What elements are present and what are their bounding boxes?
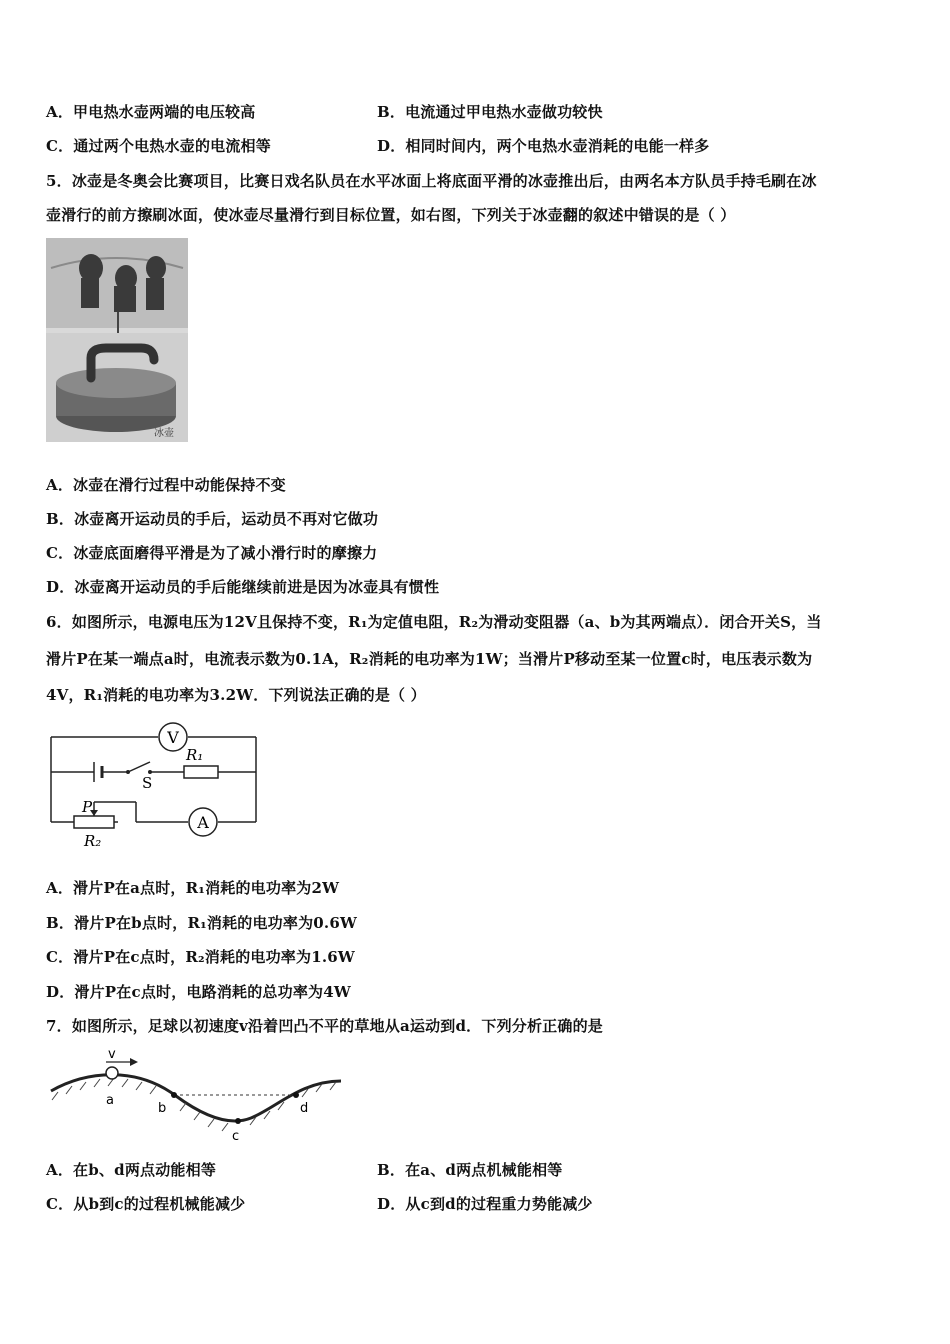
- r1-label: R₁: [186, 746, 204, 764]
- q6-option-c: C．滑片P在c点时，R₂消耗的电功率为1.6W: [46, 948, 355, 966]
- q6-stem-line2: 滑片P在某一端点a时，电流表示数为0.1A，R₂消耗的电功率为1W；当滑片P移动至某一位置c时，电压表示数为: [46, 650, 813, 668]
- voltmeter-label: V: [167, 728, 179, 747]
- point-b-marker: [171, 1092, 177, 1098]
- point-c-marker: [235, 1118, 241, 1124]
- switch-icon: [126, 770, 152, 792]
- slider-label: P: [82, 798, 93, 816]
- q4-option-a: A．甲电热水壶两端的电压较高: [46, 103, 256, 121]
- label-c: c: [232, 1129, 240, 1144]
- switch-label: S: [142, 774, 153, 792]
- q7-option-d: D．从c到d的过程重力势能减少: [377, 1195, 593, 1213]
- curling-photo: [46, 238, 188, 442]
- ammeter-label: A: [197, 813, 209, 832]
- label-a: a: [106, 1093, 114, 1108]
- q6-option-b: B．滑片P在b点时，R₁消耗的电功率为0.6W: [46, 914, 358, 932]
- q5-stem-line1: 5．冰壶是冬奥会比赛项目，比赛日戏名队员在水平冰面上将底面平滑的冰壶推出后，由两名本方队员手持毛刷在冰: [46, 172, 817, 190]
- q7-option-a: A．在b、d两点动能相等: [46, 1161, 217, 1179]
- terrain-diagram: [46, 1046, 346, 1144]
- voltmeter-icon: [159, 723, 187, 751]
- ammeter-icon: [189, 808, 217, 836]
- battery-icon: [94, 762, 102, 782]
- point-d-marker: [293, 1092, 299, 1098]
- ground-curve: [51, 1075, 341, 1121]
- q6-stem-line1: 6．如图所示，电源电压为12V且保持不变，R₁为定值电阻，R₂为滑动变阻器（a、b为其两端点）．闭合开关S，当: [46, 613, 822, 631]
- q5-stem-line2: 壶滑行的前方擦刷冰面，使冰壶尽量滑行到目标位置，如右图，下列关于冰壶翻的叙述中错误的是（ ）: [46, 206, 736, 224]
- r2-rheostat-icon: [74, 798, 114, 850]
- q5-option-c: C．冰壶底面磨得平滑是为了减小滑行时的摩擦力: [46, 544, 378, 562]
- q4-option-b: B．电流通过甲电热水壶做功较快: [377, 103, 603, 121]
- label-d: d: [300, 1101, 309, 1116]
- q6-stem-line3: 4V，R₁消耗的电功率为3.2W．下列说法正确的是（ ）: [46, 686, 426, 704]
- circuit-diagram: [46, 722, 262, 852]
- q6-option-a: A．滑片P在a点时，R₁消耗的电功率为2W: [46, 879, 340, 897]
- q5-option-a: A．冰壶在滑行过程中动能保持不变: [46, 476, 286, 494]
- q4-option-c: C．通过两个电热水壶的电流相等: [46, 137, 271, 155]
- velocity-label: v: [108, 1047, 116, 1062]
- q7-option-b: B．在a、d两点机械能相等: [377, 1161, 563, 1179]
- football-icon: [106, 1067, 118, 1079]
- q4-option-d: D．相同时间内，两个电热水壶消耗的电能一样多: [377, 137, 710, 155]
- q7-option-c: C．从b到c的过程机械能减少: [46, 1195, 246, 1213]
- label-b: b: [158, 1101, 167, 1116]
- r1-resistor-icon: [184, 746, 218, 778]
- photo-caption: 冰壶: [154, 428, 174, 439]
- q6-option-d: D．滑片P在c点时，电路消耗的总功率为4W: [46, 983, 351, 1001]
- q5-option-b: B．冰壶离开运动员的手后，运动员不再对它做功: [46, 510, 379, 528]
- q5-option-d: D．冰壶离开运动员的手后能继续前进是因为冰壶具有惯性: [46, 578, 440, 596]
- velocity-arrow-icon: [106, 1047, 138, 1066]
- r2-label: R₂: [84, 832, 102, 850]
- q7-stem: 7．如图所示，足球以初速度v沿着凹凸不平的草地从a运动到d．下列分析正确的是: [46, 1017, 603, 1035]
